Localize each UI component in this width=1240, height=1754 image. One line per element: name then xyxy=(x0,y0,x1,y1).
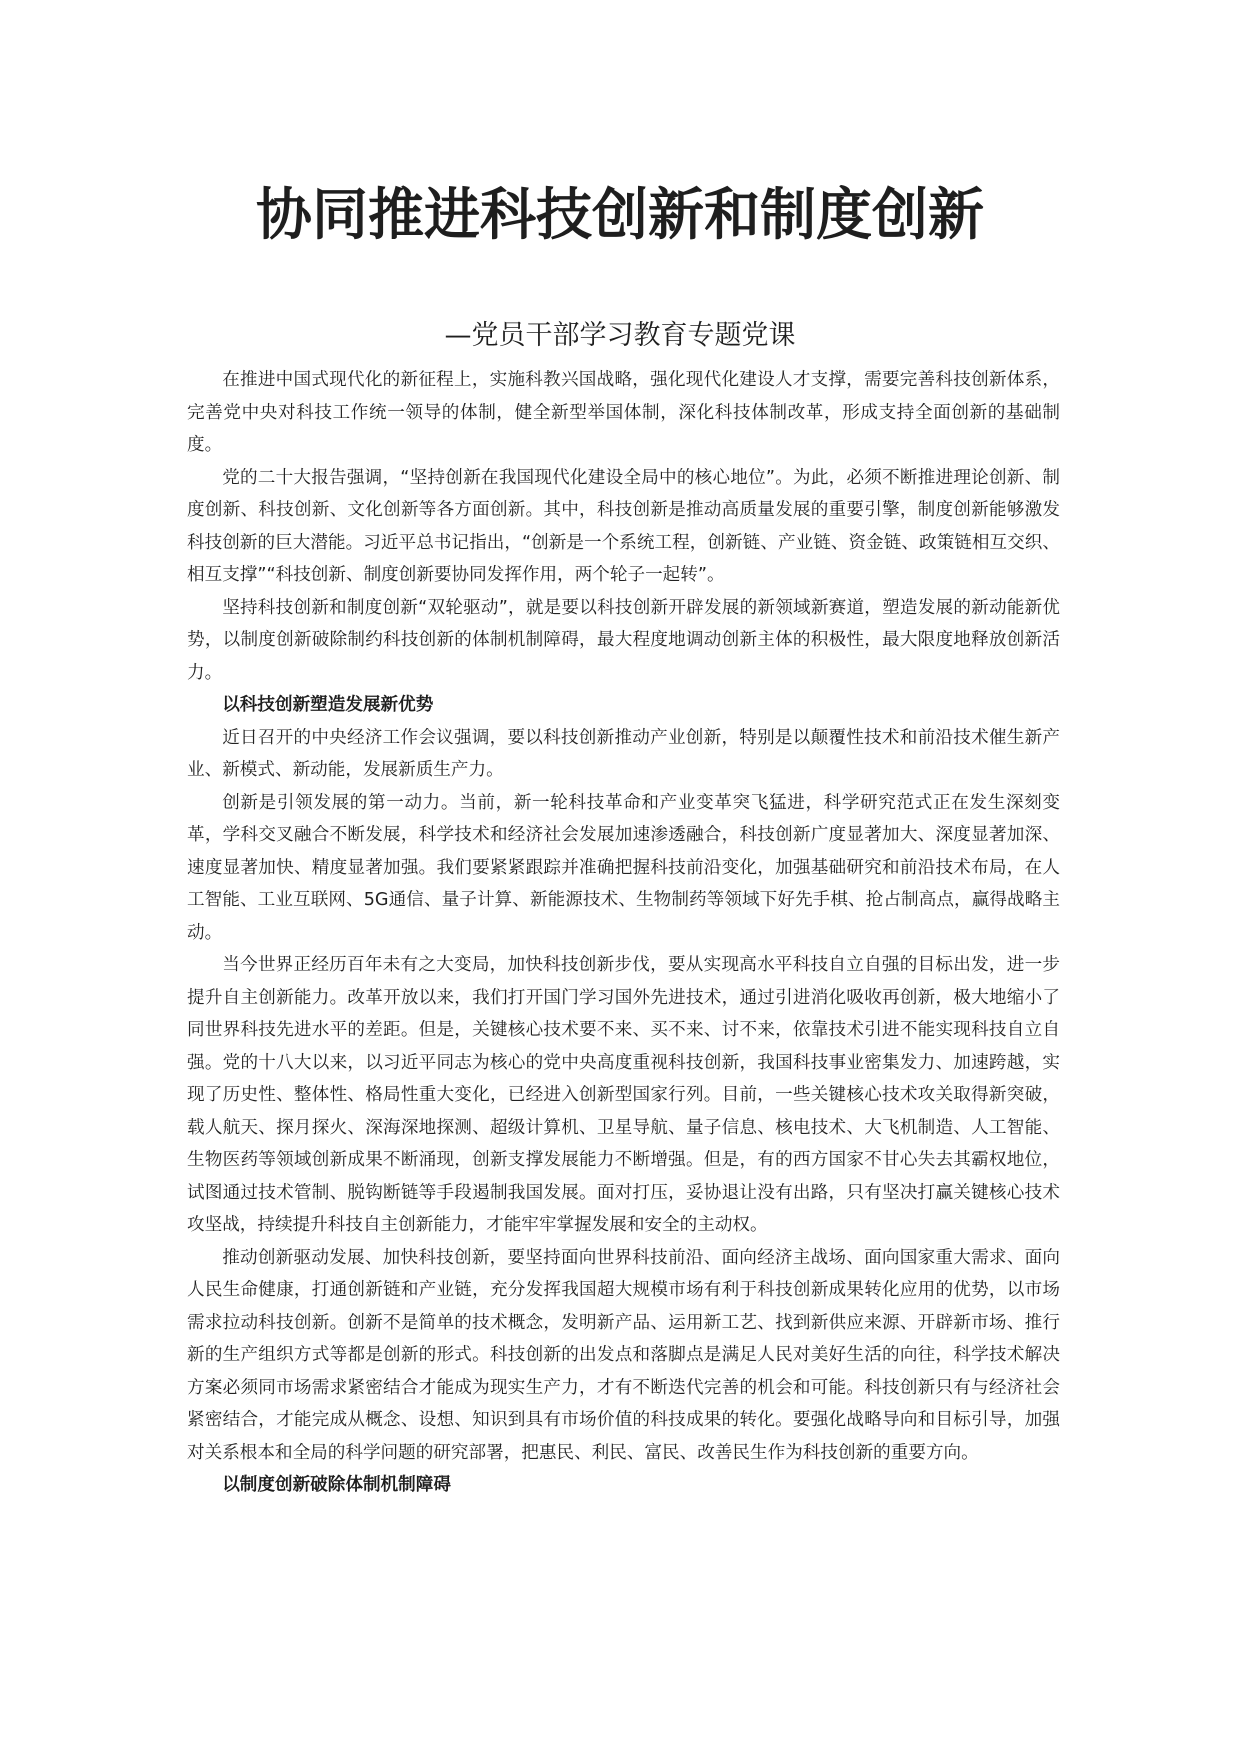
document-title: 协同推进科技创新和制度创新 xyxy=(256,183,984,248)
intro-paragraph: 党的二十大报告强调，“坚持创新在我国现代化建设全局中的核心地位”。为此，必须不断推进理论创新、制度创新、科技创新、文化创新等各方面创新。其中，科技创新是推动高质量发展的重要引擎，制度创新能够激发科技创新的巨大潜能。习近平总书记指出，“创新是一个系统工程，创新链、产业链、资金链、政策链相互交织、相互支撑”“科技创新、制度创新要协同发挥作用，两个轮子一起转”。 xyxy=(187,467,1060,585)
section-heading: 以科技创新塑造发展新优势 xyxy=(222,695,434,715)
section-heading: 以制度创新破除体制机制障碍 xyxy=(222,1475,451,1495)
section-paragraph: 创新是引领发展的第一动力。当前，新一轮科技革命和产业变革突飞猛进，科学研究范式正在发生深刻变革，学科交叉融合不断发展，科学技术和经济社会发展加速渗透融合，科技创新广度显著加大、深度显著加深、速度显著加快、精度显著加强。我们要紧紧跟踪并准确把握科技前沿变化，加强基础研究和前沿技术布局，在人工智能、工业互联网、5G通信、量子计算、新能源技术、生物制药等领域下好先手棋、抢占制高点，赢得战略主动。 xyxy=(187,792,1060,943)
section-paragraph: 推动创新驱动发展、加快科技创新，要坚持面向世界科技前沿、面向经济主战场、面向国家重大需求、面向人民生命健康，打通创新链和产业链，充分发挥我国超大规模市场有利于科技创新成果转化应用的优势，以市场需求拉动科技创新。创新不是简单的技术概念，发明新产品、运用新工艺、找到新供应来源、开辟新市场、推行新的生产组织方式等都是创新的形式。科技创新的出发点和落脚点是满足人民对美好生活的向往，科学技术解决方案必须同市场需求紧密结合才能成为现实生产力，才有不断迭代完善的机会和可能。科技创新只有与经济社会紧密结合，才能完成从概念、设想、知识到具有市场价值的科技成果的转化。要强化战略导向和目标引导，加强对关系根本和全局的科学问题的研究部署，把惠民、利民、富民、改善民生作为科技创新的重要方向。 xyxy=(187,1247,1060,1463)
document-subtitle: —党员干部学习教育专题党课 xyxy=(444,320,796,351)
intro-paragraph: 坚持科技创新和制度创新“双轮驱动”，就是要以科技创新开辟发展的新领域新赛道，塑造发展的新动能新优势，以制度创新破除制约科技创新的体制机制障碍，最大程度地调动创新主体的积极性，最大限度地释放创新活力。 xyxy=(187,597,1060,683)
section-paragraph: 近日召开的中央经济工作会议强调，要以科技创新推动产业创新，特别是以颠覆性技术和前沿技术催生新产业、新模式、新动能，发展新质生产力。 xyxy=(187,727,1060,780)
section-paragraph: 当今世界正经历百年未有之大变局，加快科技创新步伐，要从实现高水平科技自立自强的目标出发，进一步提升自主创新能力。改革开放以来，我们打开国门学习国外先进技术，通过引进消化吸收再创新，极大地缩小了同世界科技先进水平的差距。但是，关键核心技术要不来、买不来、讨不来，依靠技术引进不能实现科技自立自强。党的十八大以来，以习近平同志为核心的党中央高度重视科技创新，我国科技事业密集发力、加速跨越，实现了历史性、整体性、格局性重大变化，已经进入创新型国家行列。目前，一些关键核心技术攻关取得新突破，载人航天、探月探火、深海深地探测、超级计算机、卫星导航、量子信息、核电技术、大飞机制造、人工智能、生物医药等领域创新成果不断涌现，创新支撑发展能力不断增强。但是，有的西方国家不甘心失去其霸权地位，试图通过技术管制、脱钩断链等手段遏制我国发展。面对打压，妥协退让没有出路，只有坚决打赢关键核心技术攻坚战，持续提升科技自主创新能力，才能牢牢掌握发展和安全的主动权。 xyxy=(187,955,1060,1235)
intro-paragraph: 在推进中国式现代化的新征程上，实施科教兴国战略，强化现代化建设人才支撑，需要完善科技创新体系，完善党中央对科技工作统一领导的体制，健全新型举国体制，深化科技体制改革，形成支持全面创新的基础制度。 xyxy=(187,370,1060,455)
document-body xyxy=(187,364,1060,1502)
